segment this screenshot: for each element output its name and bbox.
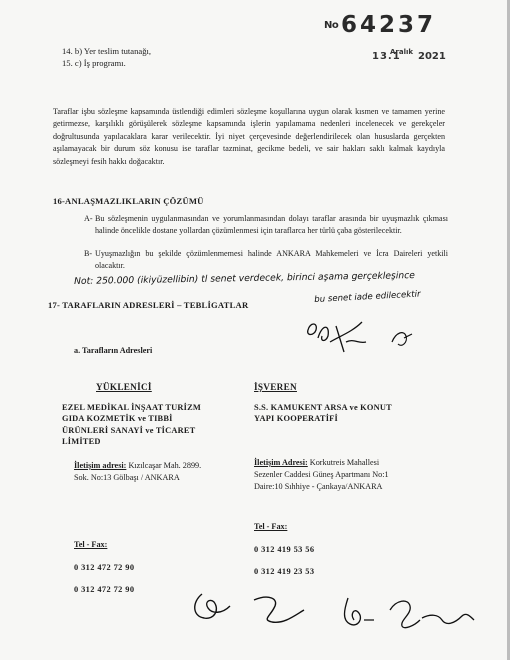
handwritten-note-line1: Not: 250.000 (ikiyüzellibin) tl senet verdecek, birinci aşama gerçekleşince: [74, 270, 415, 287]
address-line: Sezenler Caddesi Güneş Apartmanı No:1: [254, 470, 389, 479]
stamp-date: [372, 50, 482, 64]
stamp-month: Aralık: [390, 48, 414, 56]
contractor-phone-2: 0 312 472 72 90: [74, 585, 135, 594]
stamp-no-label: No: [324, 20, 339, 31]
parties-addresses-subheading: a. Tarafların Adresleri: [74, 346, 153, 355]
address-line: Korkutreis Mahallesi: [309, 458, 380, 467]
list-text: Bu sözleşmenin uygulanmasından ve yorumlanmasından dolayı taraflar arasında bir uyuşmazlık çıkması halinde öncelikle dostane yollardan çözümlenmesi için taraflarca her türlü çaba gösterilecektir.: [95, 214, 448, 235]
stamp-year: 2021: [418, 51, 446, 62]
obligations-paragraph: Taraflar işbu sözleşme kapsamında üstlendiği edimleri sözleşme koşullarına uygun olarak kısmen ve tamamen yerine getirmezse, karşılıklı görüşülerek sözleşme kapsamında işlerin yapılamama nedenleri incelenecek ve gerekçeler doğrultusunda yapılacaklara karar verilecektir. İyi niyet çerçevesinde değerlendirilecek olan hususlarda gerçekten aşılamayacak bir durum söz konusu ise taraflar tazminat, gecikme bedeli, ve sair hakları saklı kalmak kaydıyla sözleşmeyi fesih hakkı doğacaktır.: [53, 107, 445, 166]
dispute-list-item-b: [84, 248, 448, 271]
employer-tel-fax-label: Tel - Fax:: [254, 522, 288, 531]
item-is-programi: 15. c) İş programı.: [62, 58, 126, 68]
address-label: İletişim adresi:: [74, 461, 127, 470]
employer-phone-1: 0 312 419 53 56: [254, 545, 315, 554]
company-line: EZEL MEDİKAL İNŞAAT TURİZM: [62, 403, 202, 412]
employer-address: [254, 457, 389, 493]
signature-2: [250, 590, 310, 630]
employer-phone-2: 0 312 419 23 53: [254, 567, 315, 576]
contractor-tel-fax-label: Tel - Fax:: [74, 540, 108, 549]
handwritten-note-line2: bu senet iade edilecektir: [314, 289, 421, 305]
address-line: Kızılcaşar Mah. 2899.: [128, 461, 202, 470]
address-label: İletişim Adresi:: [254, 458, 308, 467]
item-yer-teslim: 14. b) Yer teslim tutanağı,: [62, 46, 152, 56]
section-16-heading: 16-ANLAŞMAZLIKLARIN ÇÖZÜMÜ: [53, 196, 204, 206]
stamp-day: 13.1: [372, 51, 401, 62]
contractor-phone-1: 0 312 472 72 90: [74, 563, 135, 572]
contractor-title: YÜKLENİCİ: [96, 382, 152, 392]
list-text: Uyuşmazlığın bu şekilde çözümlenmemesi halinde ANKARA Mahkemeleri ve İcra Daireleri yetkili olacaktır.: [95, 249, 448, 270]
address-line: Daire:10 Sıhhiye - Çankaya/ANKARA: [254, 482, 383, 491]
company-line: YAPI KOOPERATİFİ: [254, 414, 338, 424]
employer-company: [254, 402, 392, 425]
list-marker: A-: [84, 214, 93, 223]
initials-signature: [300, 312, 430, 362]
stamp-number: 64237: [341, 12, 437, 38]
contractor-address: [74, 460, 201, 484]
company-line: LİMİTED: [62, 437, 101, 447]
company-line: S.S. KAMUKENT ARSA ve KONUT: [254, 403, 392, 412]
signature-3: [330, 590, 480, 640]
employer-title: İŞVEREN: [254, 382, 297, 392]
address-line: Sok. No:13 Gölbaşı / ANKARA: [74, 473, 180, 482]
contractor-company: [62, 402, 201, 448]
company-line: ÜRÜNLERİ SANAYİ ve TİCARET: [62, 425, 196, 435]
section-17-heading: 17- TARAFLARIN ADRESLERİ – TEBLİGATLAR: [48, 300, 249, 310]
dispute-list-item-a: [84, 213, 448, 236]
list-marker: B-: [84, 249, 93, 258]
signature-1: [186, 588, 236, 628]
company-line: GIDA KOZMETİK ve TIBBİ: [62, 414, 173, 424]
